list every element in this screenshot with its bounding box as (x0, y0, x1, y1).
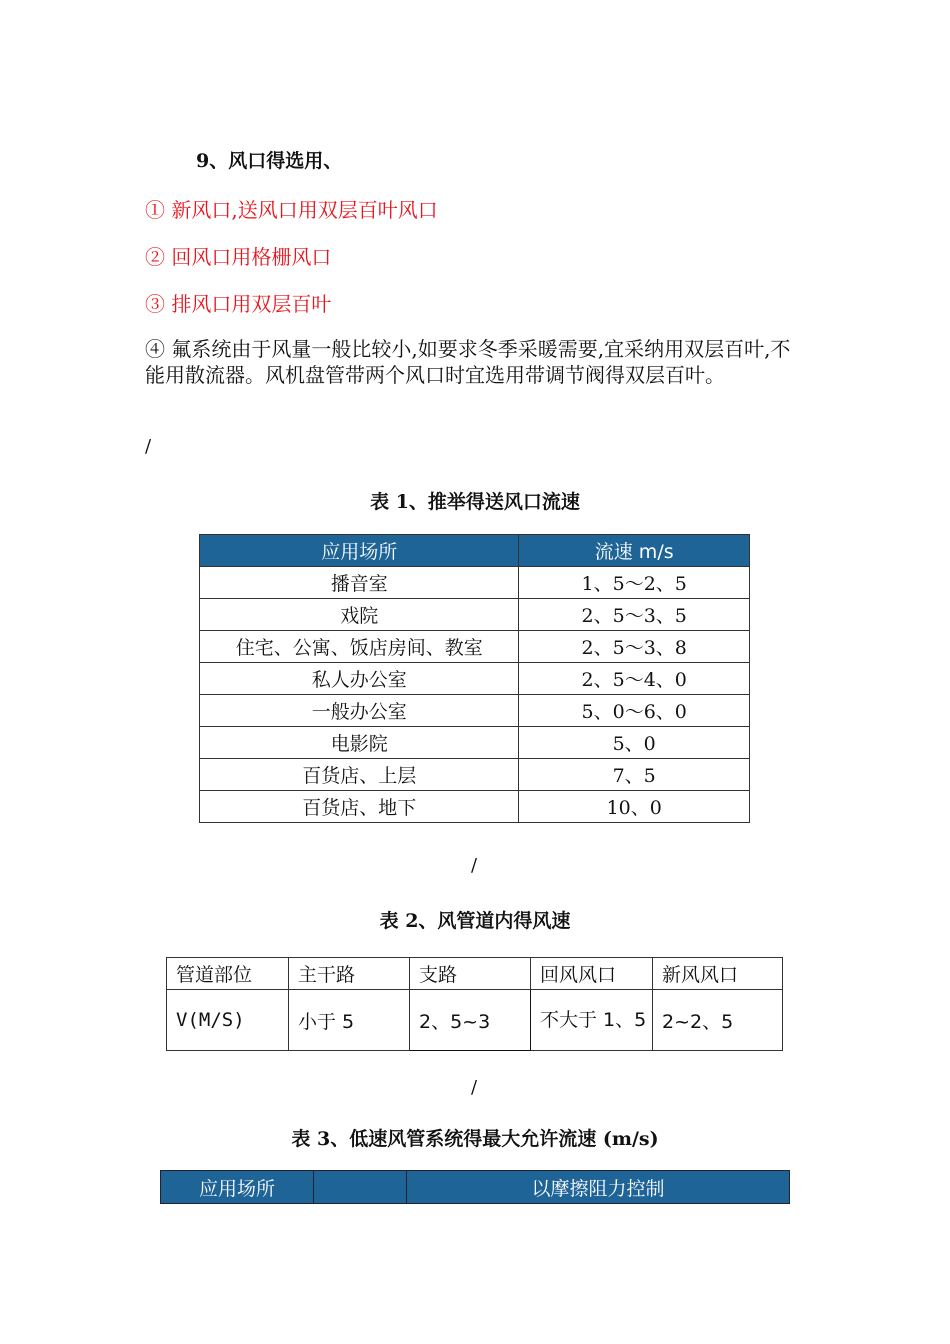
table3-low-velocity-duct (160, 1170, 790, 1204)
table-row (200, 759, 750, 791)
table2-header-return: 回风风口 (531, 958, 653, 990)
table1-cell-place: 百货店、地下 (200, 791, 519, 823)
table1-cell-place: 播音室 (200, 567, 519, 599)
table-row (167, 990, 783, 1051)
table2-caption: 表 2、风管道内得风速 (379, 910, 571, 932)
separator-slash-1: / (145, 436, 152, 457)
table-header-row (161, 1171, 790, 1204)
table2-cell-main: 小于 5 (289, 990, 410, 1051)
table1-cell-velocity: 2、5～3、8 (519, 631, 750, 663)
separator-slash-3: / (471, 1077, 478, 1098)
table2-cell-unit: V(M/S) (167, 990, 289, 1051)
table2-cell-return: 不大于 1、5 (531, 990, 653, 1051)
table1-cell-place: 住宅、公寓、饭店房间、教室 (200, 631, 519, 663)
table2-header-fresh: 新风风口 (653, 958, 783, 990)
table3-header-place: 应用场所 (161, 1171, 314, 1204)
table1-cell-velocity: 7、5 (519, 759, 750, 791)
list-item-3: ③ 排风口用双层百叶 (145, 292, 332, 316)
list-item-2: ② 回风口用格栅风口 (145, 245, 332, 269)
note-paragraph: ④ 氟系统由于风量一般比较小,如要求冬季采暖需要,宜采纳用双层百叶,不能用散流器。风机盘管带两个风口时宜选用带调节阀得双层百叶。 (145, 337, 791, 387)
table2-duct-velocity (166, 957, 783, 1051)
table1-cell-velocity: 5、0～6、0 (519, 695, 750, 727)
table2-cell-fresh: 2~2、5 (653, 990, 783, 1051)
table1-cell-velocity: 2、5～3、5 (519, 599, 750, 631)
table-row (200, 695, 750, 727)
table1-cell-velocity: 5、0 (519, 727, 750, 759)
table1-cell-place: 百货店、上层 (200, 759, 519, 791)
table1-cell-velocity: 1、5～2、5 (519, 567, 750, 599)
table1-cell-velocity: 2、5～4、0 (519, 663, 750, 695)
table1-supply-air-velocity (199, 534, 750, 823)
list-item-1: ① 新风口,送风口用双层百叶风口 (145, 198, 438, 222)
table-row (200, 663, 750, 695)
section-heading: 9、风口得选用、 (196, 150, 343, 172)
table1-header-place: 应用场所 (200, 535, 519, 567)
table1-cell-place: 私人办公室 (200, 663, 519, 695)
table2-header-location: 管道部位 (167, 958, 289, 990)
table2-cell-branch: 2、5~3 (410, 990, 531, 1051)
table-header-row (200, 535, 750, 567)
table3-header-friction: 以摩擦阻力控制 (407, 1171, 790, 1204)
table-row (200, 567, 750, 599)
table-row (200, 791, 750, 823)
table2-header-main: 主干路 (289, 958, 410, 990)
table3-caption: 表 3、低速风管系统得最大允许流速 (m/s) (291, 1128, 659, 1150)
table1-header-velocity: 流速 m/s (519, 535, 750, 567)
table1-cell-place: 戏院 (200, 599, 519, 631)
table-header-row (167, 958, 783, 990)
table3-header-blank (314, 1171, 407, 1204)
separator-slash-2: / (471, 855, 478, 876)
table1-cell-velocity: 10、0 (519, 791, 750, 823)
table2-header-branch: 支路 (410, 958, 531, 990)
table1-cell-place: 一般办公室 (200, 695, 519, 727)
table-row (200, 727, 750, 759)
table1-caption: 表 1、推举得送风口流速 (370, 491, 580, 513)
table1-cell-place: 电影院 (200, 727, 519, 759)
table-row (200, 631, 750, 663)
table-row (200, 599, 750, 631)
